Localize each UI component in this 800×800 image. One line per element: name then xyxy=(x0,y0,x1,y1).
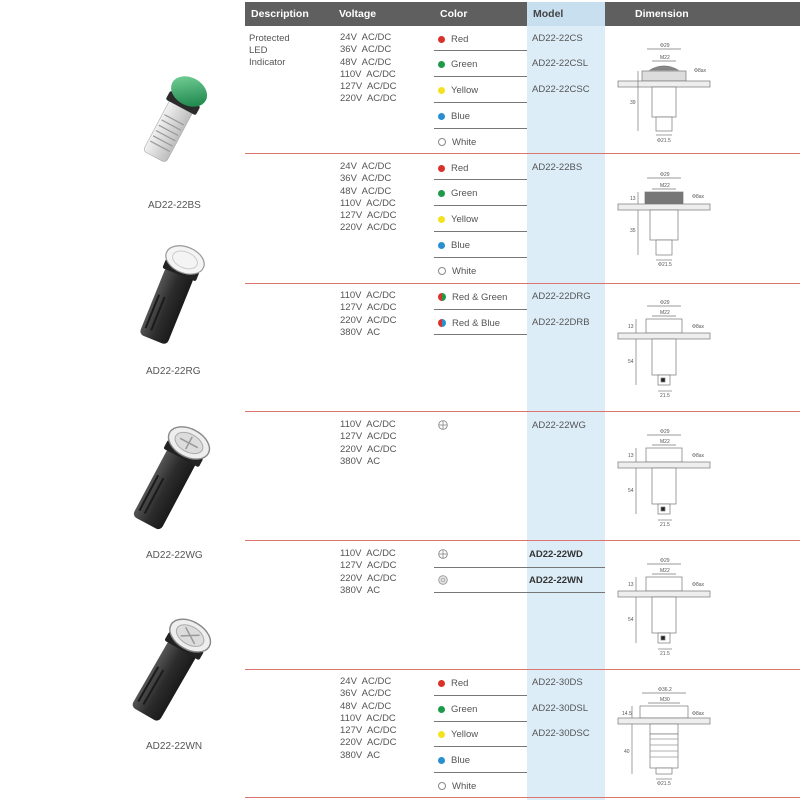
description-line: LED xyxy=(249,45,268,56)
red-blue-dot-icon xyxy=(438,319,446,327)
dim-label: 54 xyxy=(628,359,634,365)
dim-label: Φ8ax xyxy=(692,324,705,330)
color-blue xyxy=(438,754,470,766)
dimension-drawing-1 xyxy=(612,40,717,145)
dim-label: Φ8ax xyxy=(692,582,705,588)
row-separator xyxy=(245,153,800,154)
dim-label: Φ21.5 xyxy=(658,262,672,268)
voltage-list: 24V AC/DC 36V AC/DC 48V AC/DC 110V AC/DC 127V AC/DC 220V AC/DC xyxy=(340,161,397,234)
model-number: AD22-22DRG xyxy=(532,291,591,302)
blue-dot-icon xyxy=(438,757,445,764)
color-label: Blue xyxy=(451,110,471,122)
color-label: White xyxy=(452,780,477,792)
voltage-list: 110V AC/DC 127V AC/DC 220V AC/DC 380V AC xyxy=(340,548,397,596)
dim-label: 54 xyxy=(628,617,634,623)
dimension-drawing-4 xyxy=(612,427,717,532)
header-dimension: Dimension xyxy=(605,2,800,26)
dim-label: 54 xyxy=(628,488,634,494)
row-separator xyxy=(245,283,800,284)
model-number: AD22-22WG xyxy=(532,420,586,431)
color-red xyxy=(438,33,468,45)
color-label: Yellow xyxy=(451,728,479,740)
color-blue xyxy=(438,110,470,122)
lamp-symbol-icon xyxy=(438,549,448,559)
dim-label: M22 xyxy=(660,310,670,316)
color-white xyxy=(438,136,476,148)
dim-label: 21.5 xyxy=(660,522,670,528)
dim-label: Φ29 xyxy=(660,172,670,178)
dimension-drawing-5 xyxy=(612,556,717,661)
dim-label: 39 xyxy=(630,100,636,106)
color-yellow xyxy=(438,728,478,740)
color-label: Red xyxy=(451,162,469,174)
color-label: White xyxy=(452,265,477,277)
green-dot-icon xyxy=(438,706,445,713)
blue-dot-icon xyxy=(438,113,445,120)
dim-label: 13 xyxy=(628,324,634,330)
model-number: AD22-22WD xyxy=(529,549,583,560)
model-number: AD22-22CS xyxy=(532,33,583,44)
color-blue xyxy=(438,239,470,251)
dim-label: Φ8ax xyxy=(692,711,705,717)
yellow-dot-icon xyxy=(438,731,445,738)
color-green xyxy=(438,58,477,70)
row-separator xyxy=(245,797,800,798)
color-label: Blue xyxy=(451,754,471,766)
dim-label: Φ8ax xyxy=(692,194,705,200)
product-image-white-indicator xyxy=(118,240,228,350)
dim-label: M22 xyxy=(660,183,670,189)
product-caption: AD22-22RG xyxy=(146,366,201,377)
white-dot-icon xyxy=(438,267,446,275)
header-voltage: Voltage xyxy=(333,2,434,26)
white-dot-icon xyxy=(438,138,446,146)
voltage-list: 24V AC/DC 36V AC/DC 48V AC/DC 110V AC/DC 127V AC/DC 220V AC/DC 380V AC xyxy=(340,676,397,761)
description-line: Indicator xyxy=(249,57,286,68)
color-yellow xyxy=(438,213,478,225)
dim-label: 13 xyxy=(630,196,636,202)
dim-label: M30 xyxy=(660,697,670,703)
dim-label: M22 xyxy=(660,55,670,61)
voltage-list: 110V AC/DC 127V AC/DC 220V AC/DC 380V AC xyxy=(340,290,397,338)
color-red xyxy=(438,677,468,689)
color-red-blue xyxy=(438,317,500,329)
color-label: Red & Green xyxy=(452,291,508,303)
product-caption: AD22-22WG xyxy=(146,550,203,561)
yellow-dot-icon xyxy=(438,87,445,94)
dim-label: 14.5 xyxy=(622,711,632,717)
color-green xyxy=(438,187,477,199)
dim-label: M22 xyxy=(660,439,670,445)
model-number: AD22-30DSC xyxy=(532,728,590,739)
green-dot-icon xyxy=(438,190,445,197)
white-dot-icon xyxy=(438,782,446,790)
header-description: Description xyxy=(245,2,333,26)
row-separator xyxy=(245,669,800,670)
red-dot-icon xyxy=(438,36,445,43)
dim-label: 21.5 xyxy=(660,651,670,657)
color-label: Red xyxy=(451,33,469,45)
voltage-list: 24V AC/DC 36V AC/DC 48V AC/DC 110V AC/DC 127V AC/DC 220V AC/DC xyxy=(340,32,397,105)
model-number: AD22-22CSC xyxy=(532,84,590,95)
product-caption: AD22-22WN xyxy=(146,741,203,752)
dim-label: Φ8ax xyxy=(694,68,707,74)
color-label: Blue xyxy=(451,239,471,251)
dim-label: Φ21.5 xyxy=(657,138,671,144)
red-green-dot-icon xyxy=(438,293,446,301)
dim-label: 35 xyxy=(630,228,636,234)
header-model: Model xyxy=(527,2,605,26)
row-separator xyxy=(245,411,800,412)
color-yellow xyxy=(438,84,478,96)
dim-label: Φ29 xyxy=(660,558,670,564)
product-image-wn-indicator xyxy=(115,612,230,727)
lamp-symbol-icon xyxy=(438,575,448,585)
dim-label: 21.5 xyxy=(660,393,670,399)
dim-label: Φ29 xyxy=(660,429,670,435)
lamp-symbol-icon xyxy=(438,420,448,430)
color-label: Yellow xyxy=(451,213,479,225)
dim-label: 13 xyxy=(628,582,634,588)
color-label: Red xyxy=(451,677,469,689)
dim-label: Φ21.5 xyxy=(657,781,671,787)
color-label: White xyxy=(452,136,477,148)
model-number: AD22-22WN xyxy=(529,575,583,586)
model-number: AD22-22DRB xyxy=(532,317,590,328)
color-white xyxy=(438,780,476,792)
color-label: Green xyxy=(451,703,478,715)
dim-label: Φ8ax xyxy=(692,453,705,459)
product-image-wg-indicator xyxy=(115,420,230,535)
model-number: AD22-22CSL xyxy=(532,58,588,69)
yellow-dot-icon xyxy=(438,216,445,223)
dim-label: Φ29 xyxy=(660,300,670,306)
model-number: AD22-22BS xyxy=(532,162,583,173)
product-image-green-indicator xyxy=(122,70,227,175)
row-separator xyxy=(245,540,800,541)
model-number: AD22-30DSL xyxy=(532,703,588,714)
color-red xyxy=(438,162,468,174)
color-label: Green xyxy=(451,187,478,199)
color-white xyxy=(438,265,476,277)
description-line: Protected xyxy=(249,33,290,44)
blue-dot-icon xyxy=(438,242,445,249)
red-dot-icon xyxy=(438,680,445,687)
color-red-green xyxy=(438,291,507,303)
product-caption: AD22-22BS xyxy=(148,200,201,211)
header-color: Color xyxy=(434,2,527,26)
dimension-drawing-6 xyxy=(612,685,717,790)
color-label: Red & Blue xyxy=(452,317,501,329)
color-label: Green xyxy=(451,58,478,70)
green-dot-icon xyxy=(438,61,445,68)
color-label: Yellow xyxy=(451,84,479,96)
dim-label: 40 xyxy=(624,749,630,755)
voltage-list: 110V AC/DC 127V AC/DC 220V AC/DC 380V AC xyxy=(340,419,397,467)
dim-label: Φ36.2 xyxy=(658,687,672,693)
dim-label: 13 xyxy=(628,453,634,459)
color-green xyxy=(438,703,477,715)
dimension-drawing-2 xyxy=(612,170,717,270)
red-dot-icon xyxy=(438,165,445,172)
dim-label: M22 xyxy=(660,568,670,574)
model-number: AD22-30DS xyxy=(532,677,583,688)
dimension-drawing-3 xyxy=(612,298,717,403)
dim-label: Φ29 xyxy=(660,43,670,49)
